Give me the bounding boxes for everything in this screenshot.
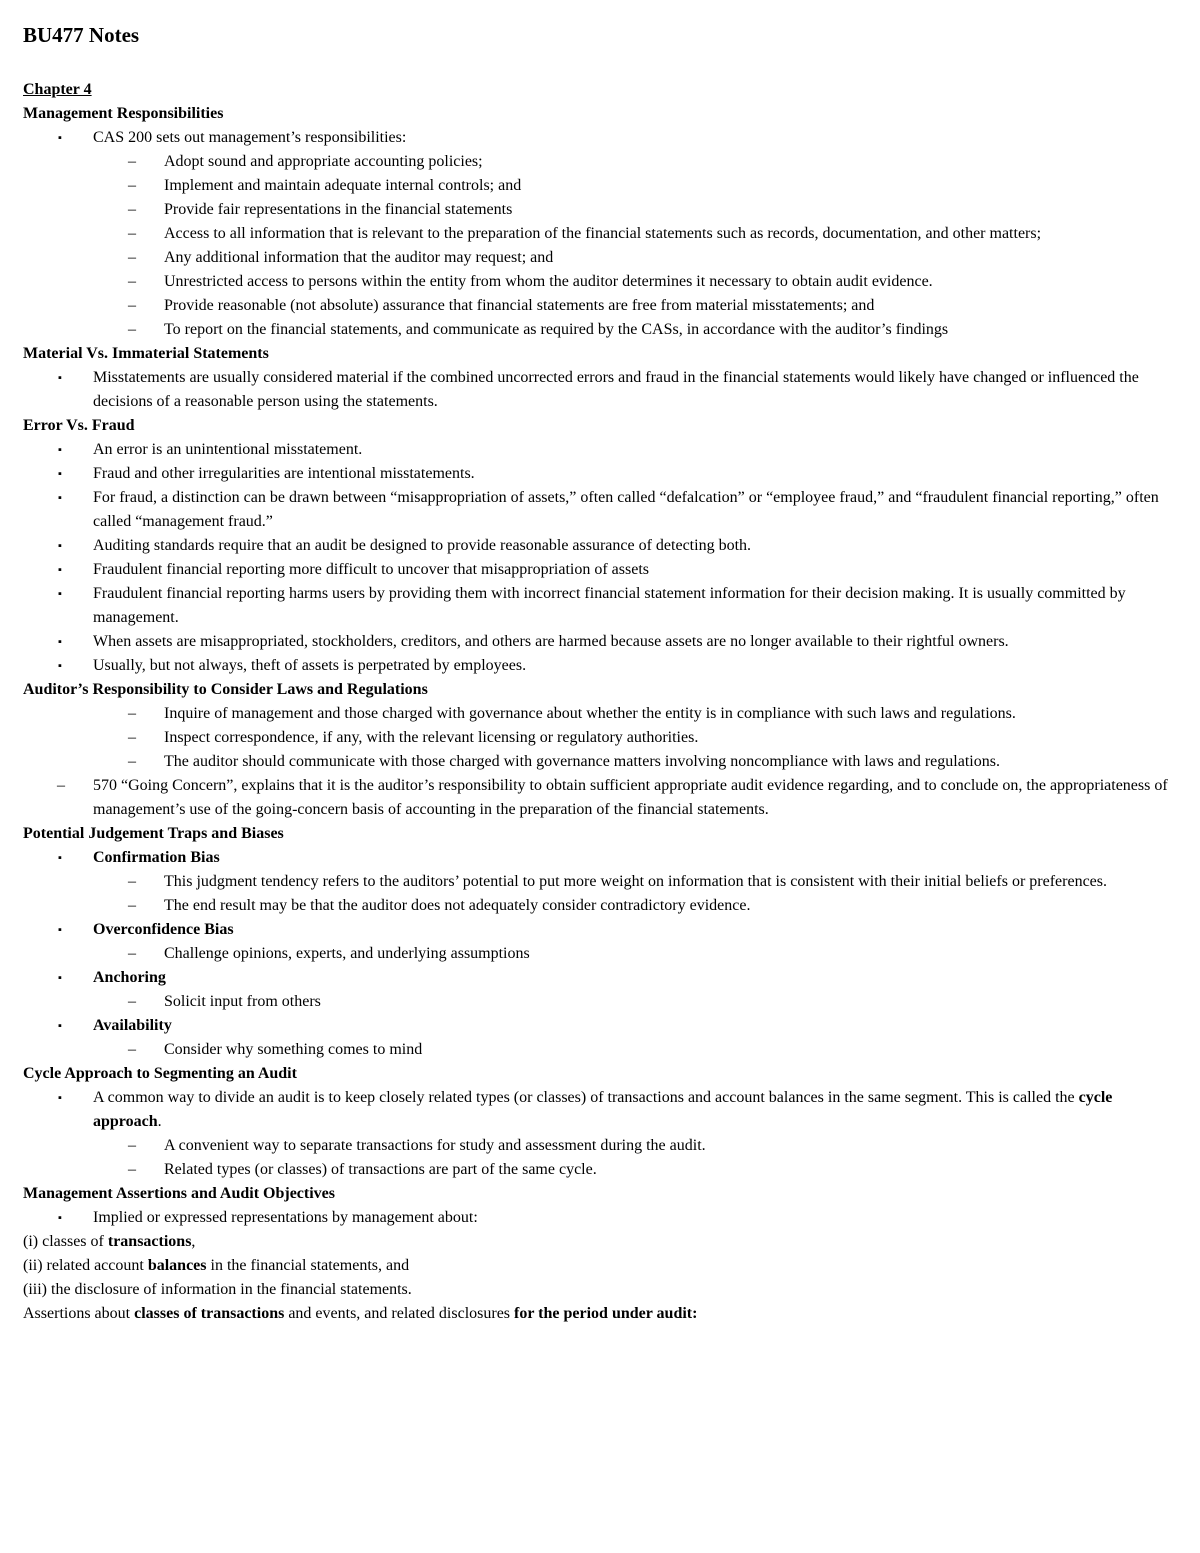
dash-marker: – — [128, 897, 136, 914]
dash-marker: – — [128, 1137, 136, 1154]
bullet-item: ▪ When assets are misappropriated, stockholders, creditors, and others are harmed because assets are no longer available to their rightful owners. — [23, 630, 1172, 654]
bullet-item: ▪ An error is an unintentional misstatement. — [23, 438, 1172, 462]
dash-item: – The end result may be that the auditor does not adequately consider contradictory evidence. — [23, 894, 1172, 918]
dash-item: – Provide fair representations in the financial statements — [23, 198, 1172, 222]
bullet-item: ▪ Anchoring — [23, 966, 1172, 990]
dash-marker: – — [128, 945, 136, 962]
dash-item: – Implement and maintain adequate internal controls; and — [23, 174, 1172, 198]
dash-marker: – — [128, 873, 136, 890]
section-heading: Management Responsibilities — [23, 105, 224, 122]
bullet-item: ▪ Fraud and other irregularities are intentional misstatements. — [23, 462, 1172, 486]
dash-marker: – — [128, 297, 136, 314]
dash-item: – 570 “Going Concern”, explains that it is the auditor’s responsibility to obtain sufficient appropriate audit evidence regarding, and to conclude on, the appropriateness of management’s use of the going-concern basis of accounting in the preparation of the financial statements. — [23, 774, 1172, 822]
section-heading: Material Vs. Immaterial Statements — [23, 345, 269, 362]
bullet-item: ▪ Availability — [23, 1014, 1172, 1038]
assertion-line: Assertions about classes of transactions and events, and related disclosures for the period under audit: — [23, 1305, 698, 1322]
dash-marker: – — [128, 273, 136, 290]
dash-item: – Solicit input from others — [23, 990, 1172, 1014]
dash-marker: – — [128, 729, 136, 746]
bullet-item: ▪ Usually, but not always, theft of assets is perpetrated by employees. — [23, 654, 1172, 678]
section-heading: Potential Judgement Traps and Biases — [23, 825, 284, 842]
dash-item: – This judgment tendency refers to the auditors’ potential to put more weight on information that is consistent with their initial beliefs or preferences. — [23, 870, 1172, 894]
dash-item: – Related types (or classes) of transactions are part of the same cycle. — [23, 1158, 1172, 1182]
dash-item: – To report on the financial statements, and communicate as required by the CASs, in accordance with the auditor’s findings — [23, 318, 1172, 342]
dash-marker: – — [128, 993, 136, 1010]
dash-item: – The auditor should communicate with those charged with governance matters involving noncompliance with laws and regulations. — [23, 750, 1172, 774]
bullet-marker: ▪ — [58, 1020, 62, 1032]
dash-item: – A convenient way to separate transactions for study and assessment during the audit. — [23, 1134, 1172, 1158]
dash-item: – Any additional information that the auditor may request; and — [23, 246, 1172, 270]
bullet-marker: ▪ — [58, 588, 62, 600]
bullet-marker: ▪ — [58, 132, 62, 144]
dash-marker: – — [128, 321, 136, 338]
bullet-item: ▪ Confirmation Bias — [23, 846, 1172, 870]
dash-item: – Inspect correspondence, if any, with the relevant licensing or regulatory authorities. — [23, 726, 1172, 750]
dash-item: – Adopt sound and appropriate accounting policies; — [23, 150, 1172, 174]
dash-marker: – — [128, 1041, 136, 1058]
bullet-marker: ▪ — [58, 372, 62, 384]
bullet-marker: ▪ — [58, 564, 62, 576]
dash-marker: – — [128, 177, 136, 194]
dash-marker: – — [128, 705, 136, 722]
bullet-marker: ▪ — [58, 636, 62, 648]
bullet-item: ▪ For fraud, a distinction can be drawn between “misappropriation of assets,” often called “defalcation” or “employee fraud,” and “fraudulent financial reporting,” often called “management fraud.” — [23, 486, 1172, 534]
assertion-line: (i) classes of transactions, — [23, 1233, 196, 1250]
bullet-item: ▪ Overconfidence Bias — [23, 918, 1172, 942]
bullet-marker: ▪ — [58, 972, 62, 984]
section-heading: Auditor’s Responsibility to Consider Laws and Regulations — [23, 681, 428, 698]
bullet-item: ▪ Fraudulent financial reporting harms users by providing them with incorrect financial statement information for their decision making. It is usually committed by management. — [23, 582, 1172, 630]
dash-item: – Provide reasonable (not absolute) assurance that financial statements are free from material misstatements; and — [23, 294, 1172, 318]
bullet-marker: ▪ — [58, 852, 62, 864]
dash-item: – Challenge opinions, experts, and underlying assumptions — [23, 942, 1172, 966]
cycle-approach-term: cycle approach — [93, 1089, 1113, 1130]
dash-marker: – — [128, 753, 136, 770]
assertion-line: (iii) the disclosure of information in the financial statements. — [23, 1281, 412, 1298]
bullet-marker: ▪ — [58, 1092, 62, 1104]
chapter-heading: Chapter 4 — [23, 81, 92, 98]
dash-marker: – — [128, 225, 136, 242]
section-heading: Management Assertions and Audit Objectives — [23, 1185, 335, 1202]
dash-marker: – — [128, 249, 136, 266]
dash-marker: – — [128, 1161, 136, 1178]
bullet-item: ▪ A common way to divide an audit is to keep closely related types (or classes) of transactions and account balances in the same segment. This is called the cycle approach. — [23, 1086, 1172, 1134]
dash-marker: – — [57, 777, 65, 794]
bullet-marker: ▪ — [58, 468, 62, 480]
bullet-item: ▪ CAS 200 sets out management’s responsibilities: — [23, 126, 1172, 150]
dash-item: – Inquire of management and those charged with governance about whether the entity is in compliance with such laws and regulations. — [23, 702, 1172, 726]
dash-item: – Unrestricted access to persons within the entity from whom the auditor determines it necessary to obtain audit evidence. — [23, 270, 1172, 294]
document-title: BU477 Notes — [23, 23, 140, 47]
bullet-item: ▪ Implied or expressed representations by management about: — [23, 1206, 1172, 1230]
section-heading: Cycle Approach to Segmenting an Audit — [23, 1065, 297, 1082]
section-heading: Error Vs. Fraud — [23, 417, 135, 434]
assertion-line: (ii) related account balances in the financial statements, and — [23, 1257, 410, 1274]
bullet-marker: ▪ — [58, 660, 62, 672]
bullet-item: ▪ Fraudulent financial reporting more difficult to uncover that misappropriation of assets — [23, 558, 1172, 582]
bullet-marker: ▪ — [58, 444, 62, 456]
bullet-item: ▪ Misstatements are usually considered material if the combined uncorrected errors and fraud in the financial statements would likely have changed or influenced the decisions of a reasonable person using the statements. — [23, 366, 1172, 414]
dash-item: – Access to all information that is relevant to the preparation of the financial statements such as records, documentation, and other matters; — [23, 222, 1172, 246]
dash-marker: – — [128, 153, 136, 170]
bullet-item: ▪ Auditing standards require that an audit be designed to provide reasonable assurance of detecting both. — [23, 534, 1172, 558]
dash-marker: – — [128, 201, 136, 218]
bullet-marker: ▪ — [58, 924, 62, 936]
bullet-marker: ▪ — [58, 540, 62, 552]
bullet-marker: ▪ — [58, 492, 62, 504]
dash-item: – Consider why something comes to mind — [23, 1038, 1172, 1062]
bullet-marker: ▪ — [58, 1212, 62, 1224]
